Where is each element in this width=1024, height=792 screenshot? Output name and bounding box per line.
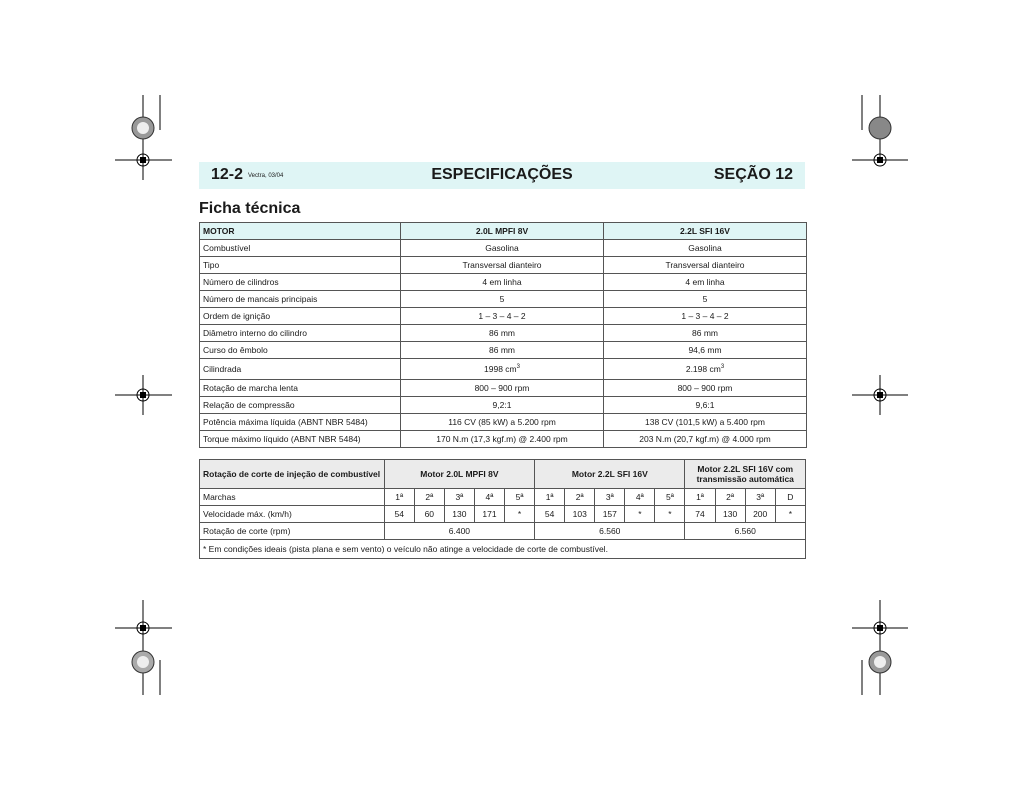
table-cell: D — [775, 489, 805, 506]
table-cell: * — [505, 506, 535, 523]
value-text: 4 em linha — [482, 277, 522, 287]
table-cell: 4ª — [625, 489, 655, 506]
table-cell: 171 — [474, 506, 504, 523]
table-row — [200, 523, 806, 540]
page-number: 12-2 — [211, 166, 244, 183]
row-label: Cilindrada — [200, 359, 401, 380]
table-row — [200, 506, 806, 523]
section-label: SEÇÃO 12 — [713, 166, 793, 183]
footnote-row — [200, 540, 806, 559]
value-text: 5 — [499, 294, 505, 304]
spec-value — [401, 342, 604, 359]
cutoff-header-label: Rotação de corte de injeção de combustível — [200, 460, 385, 489]
table-cell: 60 — [414, 506, 444, 523]
row-label: Potência máxima líquida (ABNT NBR 5484) — [200, 414, 401, 431]
value-text: 800 – 900 rpm — [677, 383, 733, 393]
table-cell: 200 — [745, 506, 775, 523]
table-row — [200, 274, 807, 291]
table-cell: 3ª — [745, 489, 775, 506]
row-label: Marchas — [200, 489, 385, 506]
table-cell: 1ª — [685, 489, 715, 506]
table-row — [200, 489, 806, 506]
row-label: Relação de compressão — [200, 397, 401, 414]
spec-value — [401, 359, 604, 380]
table-row — [200, 414, 807, 431]
value-text: 94,6 mm — [688, 345, 722, 355]
table-cell: 130 — [715, 506, 745, 523]
engine-spec-table — [199, 222, 807, 448]
table-row — [200, 342, 807, 359]
table-cell: 74 — [685, 506, 715, 523]
value-text: 86 mm — [489, 345, 515, 355]
spec-value — [604, 274, 807, 291]
table-cell: 1ª — [535, 489, 565, 506]
spec-value — [604, 414, 807, 431]
cutoff-value: 6.560 — [535, 523, 685, 540]
spec-value — [604, 431, 807, 448]
table-cell: * — [655, 506, 685, 523]
value-text: 2.198 cm — [685, 364, 721, 374]
value-text: 1 – 3 – 4 – 2 — [478, 311, 526, 321]
spec-value — [604, 308, 807, 325]
value-text: 86 mm — [489, 328, 515, 338]
table-cell: 1ª — [384, 489, 414, 506]
spec-value — [604, 257, 807, 274]
row-label: Torque máximo líquido (ABNT NBR 5484) — [200, 431, 401, 448]
row-label: Rotação de corte (rpm) — [200, 523, 385, 540]
spec-value — [604, 397, 807, 414]
table-cell: * — [775, 506, 805, 523]
value-text: 800 – 900 rpm — [474, 383, 530, 393]
spec-value — [401, 431, 604, 448]
spec-value — [401, 257, 604, 274]
value-text: Transversal dianteiro — [462, 260, 542, 270]
unit-superscript: 3 — [720, 364, 725, 371]
spec-value — [604, 380, 807, 397]
value-text: 4 em linha — [685, 277, 725, 287]
cutoff-value: 6.560 — [685, 523, 806, 540]
spec-value — [401, 308, 604, 325]
row-label: Velocidade máx. (km/h) — [200, 506, 385, 523]
row-label: Diâmetro interno do cilindro — [200, 325, 401, 342]
row-label: Rotação de marcha lenta — [200, 380, 401, 397]
cutoff-value: 6.400 — [384, 523, 534, 540]
spec-value — [604, 240, 807, 257]
fuel-cutoff-table — [199, 459, 806, 559]
table-row — [200, 240, 807, 257]
value-text: Gasolina — [688, 243, 722, 253]
spec-value — [401, 397, 604, 414]
value-text: 5 — [702, 294, 708, 304]
engine-group-header: Motor 2.2L SFI 16V com transmissão automática — [685, 460, 806, 489]
table-row — [200, 431, 807, 448]
row-label: Combustível — [200, 240, 401, 257]
table-cell: 3ª — [444, 489, 474, 506]
table-cell: * — [625, 506, 655, 523]
row-label: Ordem de ignição — [200, 308, 401, 325]
value-text: 1998 cm — [484, 364, 517, 374]
spec-value — [401, 325, 604, 342]
cutoff-header-row — [200, 460, 806, 489]
spec-value — [401, 380, 604, 397]
table-cell: 5ª — [505, 489, 535, 506]
engine-group-header: Motor 2.0L MPFI 8V — [384, 460, 534, 489]
value-text: 116 CV (85 kW) a 5.200 rpm — [448, 417, 556, 427]
page-header — [199, 162, 805, 189]
table-cell: 157 — [595, 506, 625, 523]
row-label: Número de cilindros — [200, 274, 401, 291]
value-text: Transversal dianteiro — [665, 260, 745, 270]
spec-value — [604, 325, 807, 342]
spec-value — [401, 274, 604, 291]
table-cell: 103 — [565, 506, 595, 523]
column-header: MOTOR — [200, 223, 401, 240]
spec-header-row — [200, 223, 807, 240]
table-row — [200, 325, 807, 342]
row-label: Número de mancais principais — [200, 291, 401, 308]
spec-value — [604, 359, 807, 380]
footnote: * Em condições ideais (pista plana e sem vento) o veículo não atinge a velocidade de corte de combustível. — [200, 540, 806, 559]
table-cell: 5ª — [655, 489, 685, 506]
section-heading: Ficha técnica — [199, 200, 301, 217]
column-header: 2.0L MPFI 8V — [401, 223, 604, 240]
table-row — [200, 257, 807, 274]
table-row — [200, 308, 807, 325]
table-row — [200, 291, 807, 308]
table-row — [200, 359, 807, 380]
table-cell: 130 — [444, 506, 474, 523]
spec-value — [401, 414, 604, 431]
table-row — [200, 397, 807, 414]
spec-value — [604, 291, 807, 308]
table-cell: 2ª — [565, 489, 595, 506]
row-label: Tipo — [200, 257, 401, 274]
value-text: 9,6:1 — [695, 400, 715, 410]
spec-value — [401, 240, 604, 257]
table-cell: 4ª — [474, 489, 504, 506]
table-cell: 3ª — [595, 489, 625, 506]
value-text: 1 – 3 – 4 – 2 — [681, 311, 729, 321]
value-text: 9,2:1 — [492, 400, 512, 410]
table-cell: 54 — [535, 506, 565, 523]
value-text: 203 N.m (20,7 kgf.m) @ 4.000 rpm — [639, 434, 771, 444]
value-text: 86 mm — [692, 328, 718, 338]
table-cell: 54 — [384, 506, 414, 523]
spec-value — [401, 291, 604, 308]
value-text: 170 N.m (17,3 kgf.m) @ 2.400 rpm — [436, 434, 568, 444]
table-row — [200, 380, 807, 397]
value-text: Gasolina — [485, 243, 519, 253]
edition-label: Vectra, 03/04 — [248, 173, 284, 179]
table-cell: 2ª — [414, 489, 444, 506]
row-label: Curso do êmbolo — [200, 342, 401, 359]
table-cell: 2ª — [715, 489, 745, 506]
engine-group-header: Motor 2.2L SFI 16V — [535, 460, 685, 489]
column-header: 2.2L SFI 16V — [604, 223, 807, 240]
unit-superscript: 3 — [516, 364, 520, 371]
page-title: ESPECIFICAÇÕES — [431, 166, 573, 183]
value-text: 138 CV (101,5 kW) a 5.400 rpm — [644, 417, 765, 427]
spec-value — [604, 342, 807, 359]
